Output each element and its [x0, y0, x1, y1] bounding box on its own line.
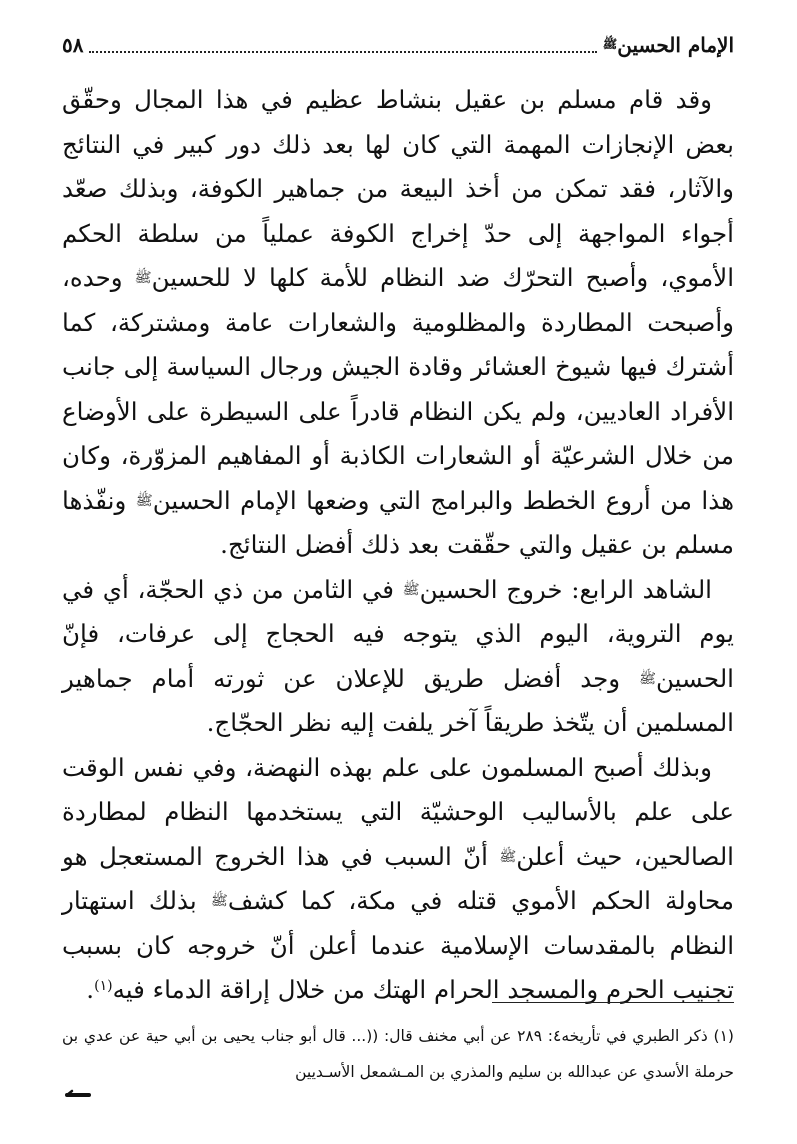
continuation-arrow-icon [64, 1088, 92, 1102]
honorific-mark: ﷺ [639, 670, 656, 687]
paragraph-3-part-3: بذلك استهتار النظام بالمقدسات الإسلامية عندما أعلن أنّ خروجه كان بسبب تجنيب الحرم والمسجد الحرام الهتك من خلال إراقة الدماء فيه [62, 886, 734, 1004]
header-honorific: ﷺ [602, 37, 618, 51]
honorific-mark: ﷺ [135, 492, 153, 509]
paragraph-1-part-2: وحده، وأصبحت المطاردة والمظلومية والشعارات عامة ومشتركة، كما أشترك فيها شيوخ العشائر وقادة الجيش ورجال السياسة إلى جانب الأفراد العاديين، ولم يكن النظام قادراً على السيطرة على الأوضاع من خلال الشرعيّة أو الشعارات الكاذبة أو المفاهيم المزوّرة، وكان هذا من أروع الخطط والبرامج التي وضعها الإمام الحسين [62, 263, 735, 515]
footnote [62, 1018, 734, 1090]
paragraph-2-part-2: في الثامن من ذي الحجّة، أي في يوم التروية، اليوم الذي يتوجه فيه الحجاج إلى عرفات، فإنّ الحسين [62, 574, 734, 693]
paragraph-2 [62, 568, 734, 746]
paragraph-3-end: . [86, 975, 95, 1004]
paragraph-1 [62, 78, 734, 568]
honorific-mark: ﷺ [134, 270, 152, 286]
header-title-text: الإمام الحسين [617, 33, 734, 57]
honorific-mark: ﷺ [402, 581, 420, 598]
honorific-mark: ﷺ [210, 893, 228, 909]
footnote-reference[interactable]: (١) [94, 978, 113, 994]
paragraph-3-part-2: أنّ السبب في هذا الخروج المستعجل هو محاولة الحكم الأموي قتله في مكة، كما كشف [62, 841, 734, 915]
main-text [62, 78, 734, 1013]
footnote-separator [492, 1002, 734, 1003]
footnote-text: (١) ذكر الطبري في تأريخه٤: ٢٨٩ عن أبي مخنف قال: ((... قال أبو جناب يحيى بن أبي حية عن عدي بن حرملة الأسدي عن عبدالله بن سليم والمذري بن المـشمعل الأسـديين [62, 1027, 734, 1081]
paragraph-2-part-3: وجد أفضل طريق للإعلان عن ثورته أمام جماهير المسلمين أن يتّخذ طريقاً آخر يلفت إليه نظر الحجّاج. [62, 663, 734, 737]
paragraph-1-part-3: ونفّذها مسلم بن عقيل والتي حقّقت بعد ذلك أفضل النتائج. [62, 485, 734, 559]
paragraph-1-part-1: وقد قام مسلم بن عقيل بنشاط عظيم في هذا المجال وحقّق بعض الإنجازات المهمة التي كان لها بعد ذلك دور كبير في النتائج والآثار، فقد تمكن من أخذ البيعة من جماهير الكوفة، وبذلك صعّد أجواء المواجهة إلى حدّ إخراج الكوفة عملياً من سلطة الحكم الأموي، وأصبح التحرّك ضد النظام للأمة كلها لا للحسين [62, 85, 734, 292]
honorific-mark: ﷺ [499, 848, 517, 865]
paragraph-2-part-1: الشاهد الرابع: خروج الحسين [419, 574, 712, 604]
page-number: ٥٨ [62, 33, 84, 57]
running-header [62, 28, 734, 62]
header-dot-leader [89, 37, 596, 53]
paragraph-3-part-1: وبذلك أصبح المسلمون على علم بهذه النهضة، وفي نفس الوقت على علم بالأساليب الوحشيّة التي يستخدمها النظام لمطاردة الصالحين، حيث أعلن [62, 752, 734, 871]
paragraph-3 [62, 746, 734, 1013]
header-title [603, 33, 734, 57]
